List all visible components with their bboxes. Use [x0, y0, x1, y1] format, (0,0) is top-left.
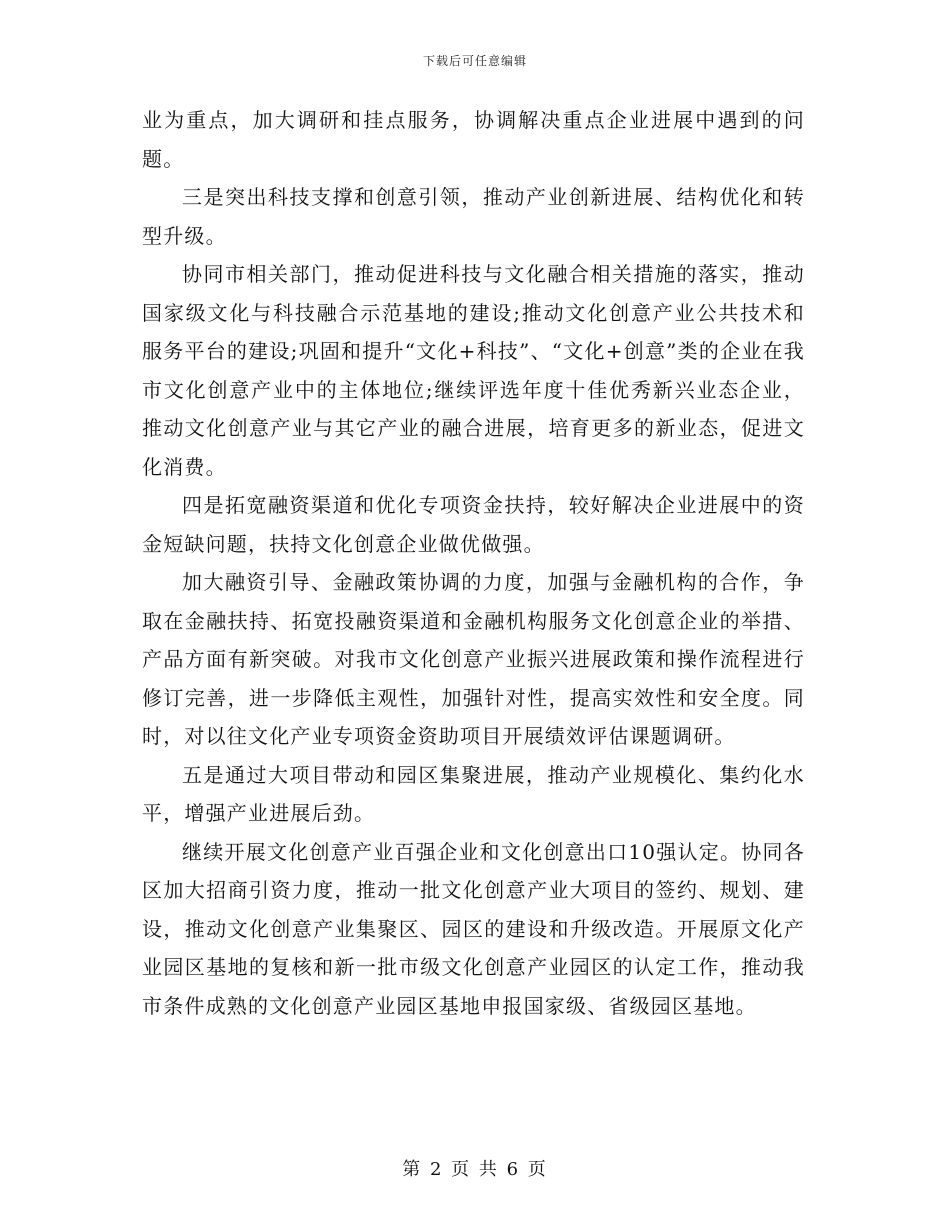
footer-current-page: 2: [429, 1159, 444, 1180]
page-header: [0, 52, 950, 69]
page-footer: [0, 1155, 950, 1181]
paragraph-5: 加大融资引导、金融政策协调的力度，加强与金融机构的合作，争取在金融扶持、拓宽投融资渠道和金融机构服务文化创意企业的举措、产品方面有新突破。对我市文化创意产业振兴进展政策和操作流程进行修订完善，进一步降低主观性，加强针对性，提高实效性和安全度。同时，对以往文化产业专项资金资助项目开展绩效评估课题调研。: [142, 570, 805, 748]
footer-middle: 页 共: [451, 1159, 499, 1180]
document-body: [142, 101, 805, 1025]
paragraph-6: 五是通过大项目带动和园区集聚进展，推动产业规模化、集约化水平，增强产业进展后劲。: [142, 762, 805, 825]
header-text: 下载后可任意编辑: [422, 54, 527, 68]
paragraph-7: 继续开展文化创意产业百强企业和文化创意出口10强认定。协同各区加大招商引资力度，推动一批文化创意产业大项目的签约、规划、建设，推动文化创意产业集聚区、园区的建设和升级改造。开展原文化产业园区基地的复核和新一批市级文化创意产业园区的认定工作，推动我市条件成熟的文化创意产业园区基地申报国家级、省级园区基地。: [142, 839, 805, 1018]
footer-prefix: 第: [402, 1159, 423, 1180]
paragraph-1: 业为重点，加大调研和挂点服务，协调解决重点企业进展中遇到的问题。: [142, 108, 805, 171]
paragraph-2: 三是突出科技支撑和创意引领，推动产业创新进展、结构优化和转型升级。: [142, 185, 805, 248]
paragraph-4: 四是拓宽融资渠道和优化专项资金扶持，较好解决企业进展中的资金短缺问题，扶持文化创意企业做优做强。: [142, 493, 805, 556]
paragraph-3: 协同市相关部门，推动促进科技与文化融合相关措施的落实，推动国家级文化与科技融合示范基地的建设;推动文化创意产业公共技术和服务平台的建设;巩固和提升“文化+科技”、“文化+创意”类的企业在我市文化创意产业中的主体地位;继续评选年度十佳优秀新兴业态企业，推动文化创意产业与其它产业的融合进展，培育更多的新业态，促进文化消费。: [142, 262, 805, 479]
footer-suffix: 页: [527, 1159, 548, 1180]
footer-total-pages: 6: [506, 1159, 521, 1180]
